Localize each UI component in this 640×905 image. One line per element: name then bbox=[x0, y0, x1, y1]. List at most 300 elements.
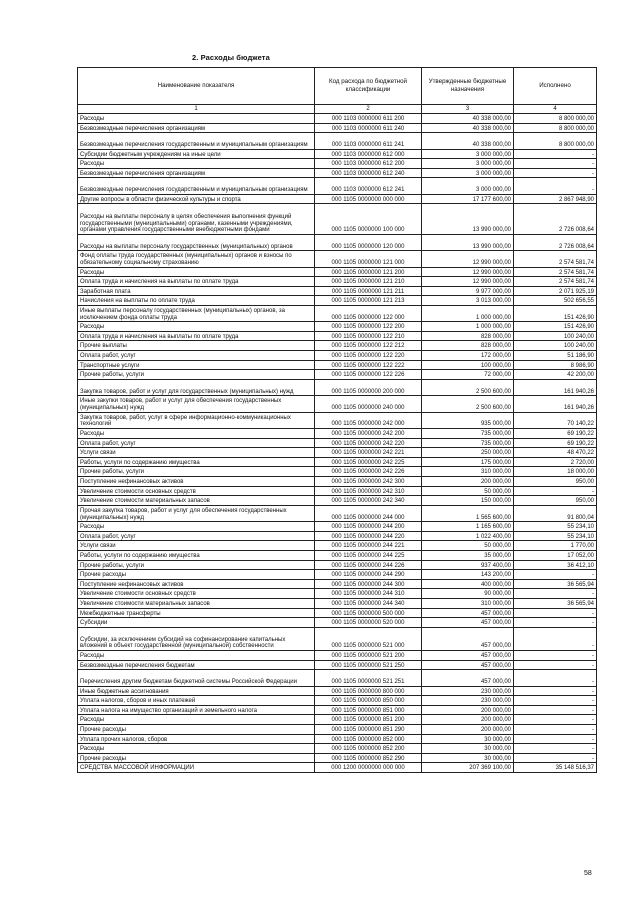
table-row bbox=[78, 705, 597, 715]
row-code: 000 1105 0000000 244 220 bbox=[315, 531, 422, 541]
row-name: Работы, услуги по содержанию имущества bbox=[78, 457, 315, 467]
row-executed: - bbox=[514, 715, 597, 725]
row-code: 000 1105 0000000 521 000 bbox=[315, 627, 422, 650]
row-code: 000 1105 0000000 122 210 bbox=[315, 331, 422, 341]
row-executed: 8 800 000,00 bbox=[514, 123, 597, 133]
row-code: 000 1105 0000000 244 300 bbox=[315, 579, 422, 589]
row-name: Расходы на выплаты персоналу государственных (муниципальных) органов bbox=[78, 234, 315, 250]
row-name: Расходы bbox=[78, 651, 315, 661]
row-code: 000 1105 0000000 521 200 bbox=[315, 651, 422, 661]
row-code: 000 1105 0000000 244 290 bbox=[315, 570, 422, 580]
row-code: 000 1105 0000000 121 213 bbox=[315, 296, 422, 306]
row-code: 000 1105 0000000 850 000 bbox=[315, 696, 422, 706]
table-row bbox=[78, 331, 597, 341]
table-row bbox=[78, 123, 597, 133]
row-name: Иные закупки товаров, работ и услуг для обеспечения государственных (муниципальных) нужд bbox=[78, 396, 315, 412]
row-approved: 30 000,00 bbox=[422, 744, 514, 754]
row-code: 000 1105 0000000 852 200 bbox=[315, 744, 422, 754]
row-code: 000 1105 0000000 851 200 bbox=[315, 715, 422, 725]
row-name: Увеличение стоимости материальных запасов bbox=[78, 598, 315, 608]
row-approved: 13 990 000,00 bbox=[422, 234, 514, 250]
row-executed: 100 240,00 bbox=[514, 341, 597, 351]
row-approved: 457 000,00 bbox=[422, 660, 514, 670]
row-approved: 143 200,00 bbox=[422, 570, 514, 580]
row-approved: 12 990 000,00 bbox=[422, 277, 514, 287]
table-row bbox=[78, 370, 597, 380]
row-executed: 55 234,10 bbox=[514, 522, 597, 532]
row-approved: 30 000,00 bbox=[422, 734, 514, 744]
row-name: Межбюджетные трансферты bbox=[78, 608, 315, 618]
row-executed: - bbox=[514, 570, 597, 580]
row-name: Расходы bbox=[78, 159, 315, 169]
row-code: 000 1105 0000000 244 226 bbox=[315, 560, 422, 570]
table-row bbox=[78, 696, 597, 706]
row-approved: 935 000,00 bbox=[422, 412, 514, 428]
row-code: 000 1105 0000000 851 000 bbox=[315, 705, 422, 715]
table-row bbox=[78, 627, 597, 650]
row-code: 000 1105 0000000 000 000 bbox=[315, 194, 422, 204]
row-name: Закупка товаров, работ, услуг в сфере информационно-коммуникационных технологий bbox=[78, 412, 315, 428]
column-number: 3 bbox=[422, 105, 514, 114]
table-row bbox=[78, 618, 597, 628]
row-approved: 9 977 000,00 bbox=[422, 286, 514, 296]
table-row bbox=[78, 159, 597, 169]
row-approved: 100 000,00 bbox=[422, 360, 514, 370]
row-executed: 950,00 bbox=[514, 496, 597, 506]
row-name: Расходы bbox=[78, 322, 315, 332]
table-header bbox=[78, 68, 597, 114]
row-approved: 250 000,00 bbox=[422, 448, 514, 458]
row-name: Расходы bbox=[78, 114, 315, 124]
row-approved: 457 000,00 bbox=[422, 627, 514, 650]
table-row bbox=[78, 267, 597, 277]
row-code: 000 1105 0000000 200 000 bbox=[315, 379, 422, 395]
table-row bbox=[78, 438, 597, 448]
row-name: Субсидии, за исключением субсидий на софинансирование капитальных вложений в объект государственной (муниципальной) собственности bbox=[78, 627, 315, 650]
row-name: Начисления на выплаты по оплате труда bbox=[78, 296, 315, 306]
row-name: Расходы bbox=[78, 715, 315, 725]
header-code: Код расхода по бюджетной классификации bbox=[315, 68, 422, 105]
row-approved: 12 990 000,00 bbox=[422, 267, 514, 277]
row-executed: - bbox=[514, 627, 597, 650]
column-number: 2 bbox=[315, 105, 422, 114]
row-name: Прочие расходы bbox=[78, 570, 315, 580]
row-executed: - bbox=[514, 159, 597, 169]
row-approved: 17 177 600,00 bbox=[422, 194, 514, 204]
row-executed: 2 071 925,19 bbox=[514, 286, 597, 296]
row-executed: 2 726 008,64 bbox=[514, 204, 597, 234]
row-name: Прочая закупка товаров, работ и услуг для обеспечения государственных (муниципальных) нужд bbox=[78, 505, 315, 521]
row-executed: 18 000,00 bbox=[514, 467, 597, 477]
row-approved: 1 000 000,00 bbox=[422, 322, 514, 332]
row-executed: 69 190,22 bbox=[514, 438, 597, 448]
row-executed: 151 426,90 bbox=[514, 305, 597, 321]
table-row bbox=[78, 589, 597, 599]
table-row bbox=[78, 505, 597, 521]
row-executed: 161 940,26 bbox=[514, 379, 597, 395]
column-number: 1 bbox=[78, 105, 315, 114]
table-row bbox=[78, 379, 597, 395]
row-executed: - bbox=[514, 618, 597, 628]
row-executed: 42 200,00 bbox=[514, 370, 597, 380]
row-executed: - bbox=[514, 486, 597, 496]
row-approved: 2 500 600,00 bbox=[422, 396, 514, 412]
header-approved: Утвержденные бюджетные назначения bbox=[422, 68, 514, 105]
row-code: 000 1105 0000000 122 200 bbox=[315, 322, 422, 332]
row-code: 000 1105 0000000 852 000 bbox=[315, 734, 422, 744]
row-name: Безвозмездные перечисления организациям bbox=[78, 168, 315, 178]
row-executed: - bbox=[514, 696, 597, 706]
row-executed: 70 140,22 bbox=[514, 412, 597, 428]
row-code: 000 1105 0000000 242 225 bbox=[315, 457, 422, 467]
row-approved: 207 369 100,00 bbox=[422, 763, 514, 773]
row-name: Прочие расходы bbox=[78, 725, 315, 735]
table-row bbox=[78, 598, 597, 608]
row-executed: 8 800 000,00 bbox=[514, 133, 597, 149]
row-code: 000 1105 0000000 244 340 bbox=[315, 598, 422, 608]
table-body bbox=[78, 114, 597, 773]
row-name: Безвозмездные перечисления бюджетам bbox=[78, 660, 315, 670]
section-title: 2. Расходы бюджета bbox=[192, 53, 270, 62]
row-executed: 8 986,90 bbox=[514, 360, 597, 370]
row-approved: 230 000,00 bbox=[422, 696, 514, 706]
table-row bbox=[78, 412, 597, 428]
row-name: Оплата работ, услуг bbox=[78, 531, 315, 541]
table-row bbox=[78, 448, 597, 458]
table-row bbox=[78, 429, 597, 439]
row-approved: 35 000,00 bbox=[422, 550, 514, 560]
row-name: Уплата налога на имущество организаций и земельного налога bbox=[78, 705, 315, 715]
row-approved: 828 000,00 bbox=[422, 331, 514, 341]
table-row bbox=[78, 149, 597, 159]
row-approved: 735 000,00 bbox=[422, 429, 514, 439]
row-code: 000 1105 0000000 244 310 bbox=[315, 589, 422, 599]
page-number: 58 bbox=[584, 870, 592, 877]
table-row bbox=[78, 296, 597, 306]
table-row bbox=[78, 277, 597, 287]
row-approved: 457 000,00 bbox=[422, 618, 514, 628]
row-code: 000 1105 0000000 244 221 bbox=[315, 541, 422, 551]
table-row bbox=[78, 715, 597, 725]
row-executed: 2 574 581,74 bbox=[514, 277, 597, 287]
row-code: 000 1105 0000000 500 000 bbox=[315, 608, 422, 618]
table-row bbox=[78, 305, 597, 321]
header-executed: Исполнено bbox=[514, 68, 597, 105]
row-name: Работы, услуги по содержанию имущества bbox=[78, 550, 315, 560]
row-code: 000 1105 0000000 244 225 bbox=[315, 550, 422, 560]
table-row bbox=[78, 178, 597, 194]
row-code: 000 1105 0000000 242 340 bbox=[315, 496, 422, 506]
row-executed: - bbox=[514, 744, 597, 754]
table-row bbox=[78, 725, 597, 735]
row-executed: 2 574 581,74 bbox=[514, 251, 597, 267]
row-executed: 17 052,00 bbox=[514, 550, 597, 560]
row-approved: 1 565 600,00 bbox=[422, 505, 514, 521]
row-code: 000 1105 0000000 800 000 bbox=[315, 686, 422, 696]
row-code: 000 1105 0000000 122 226 bbox=[315, 370, 422, 380]
row-name: СРЕДСТВА МАССОВОЙ ИНФОРМАЦИИ bbox=[78, 763, 315, 773]
row-executed: 35 148 516,37 bbox=[514, 763, 597, 773]
row-executed: 55 234,10 bbox=[514, 531, 597, 541]
table-row bbox=[78, 486, 597, 496]
row-name: Другие вопросы в области физической культуры и спорта bbox=[78, 194, 315, 204]
row-approved: 40 338 000,00 bbox=[422, 123, 514, 133]
row-approved: 310 000,00 bbox=[422, 598, 514, 608]
row-approved: 30 000,00 bbox=[422, 753, 514, 763]
row-approved: 40 338 000,00 bbox=[422, 133, 514, 149]
row-name: Увеличение стоимости материальных запасов bbox=[78, 496, 315, 506]
table-row bbox=[78, 396, 597, 412]
row-executed: - bbox=[514, 660, 597, 670]
table-row bbox=[78, 570, 597, 580]
row-approved: 90 000,00 bbox=[422, 589, 514, 599]
row-name: Прочие работы, услуги bbox=[78, 560, 315, 570]
row-executed: 69 190,22 bbox=[514, 429, 597, 439]
row-executed: - bbox=[514, 753, 597, 763]
row-approved: 12 990 000,00 bbox=[422, 251, 514, 267]
row-name: Услуги связи bbox=[78, 448, 315, 458]
row-approved: 200 000,00 bbox=[422, 725, 514, 735]
row-executed: - bbox=[514, 168, 597, 178]
column-number: 4 bbox=[514, 105, 597, 114]
row-executed: 2 574 581,74 bbox=[514, 267, 597, 277]
row-code: 000 1105 0000000 120 000 bbox=[315, 234, 422, 250]
row-code: 000 1105 0000000 851 290 bbox=[315, 725, 422, 735]
row-name: Уплата прочих налогов, сборов bbox=[78, 734, 315, 744]
row-executed: 91 800,04 bbox=[514, 505, 597, 521]
row-executed: 1 770,00 bbox=[514, 541, 597, 551]
row-name: Прочие работы, услуги bbox=[78, 467, 315, 477]
header-name: Наименование показателя bbox=[78, 68, 315, 105]
row-name: Субсидии bbox=[78, 618, 315, 628]
row-code: 000 1105 0000000 520 000 bbox=[315, 618, 422, 628]
row-executed: 100 240,00 bbox=[514, 331, 597, 341]
table-row bbox=[78, 734, 597, 744]
row-approved: 172 000,00 bbox=[422, 351, 514, 361]
table-row bbox=[78, 341, 597, 351]
row-name: Иные выплаты персоналу государственных (муниципальных) органов, за исключением фонда оплаты труда bbox=[78, 305, 315, 321]
row-code: 000 1105 0000000 121 200 bbox=[315, 267, 422, 277]
row-approved: 200 000,00 bbox=[422, 705, 514, 715]
row-code: 000 1105 0000000 122 222 bbox=[315, 360, 422, 370]
row-executed: - bbox=[514, 686, 597, 696]
row-executed: 161 940,26 bbox=[514, 396, 597, 412]
row-executed: 502 656,55 bbox=[514, 296, 597, 306]
table-row bbox=[78, 114, 597, 124]
table-row bbox=[78, 476, 597, 486]
row-code: 000 1105 0000000 242 300 bbox=[315, 476, 422, 486]
table-row bbox=[78, 467, 597, 477]
row-name: Фонд оплаты труда государственных (муниципальных) органов и взносы по обязательному социальному страхованию bbox=[78, 251, 315, 267]
table-row bbox=[78, 133, 597, 149]
row-code: 000 1103 0000000 612 200 bbox=[315, 159, 422, 169]
row-code: 000 1105 0000000 240 000 bbox=[315, 396, 422, 412]
row-code: 000 1103 0000000 612 240 bbox=[315, 168, 422, 178]
row-executed: - bbox=[514, 725, 597, 735]
table-row bbox=[78, 234, 597, 250]
row-name: Увеличение стоимости основных средств bbox=[78, 486, 315, 496]
table-row bbox=[78, 286, 597, 296]
row-executed: 51 186,90 bbox=[514, 351, 597, 361]
row-name: Уплата налогов, сборов и иных платежей bbox=[78, 696, 315, 706]
table-row bbox=[78, 686, 597, 696]
row-code: 000 1200 0000000 000 000 bbox=[315, 763, 422, 773]
row-approved: 937 400,00 bbox=[422, 560, 514, 570]
row-code: 000 1105 0000000 122 220 bbox=[315, 351, 422, 361]
table-row bbox=[78, 560, 597, 570]
row-name: Безвозмездные перечисления государственным и муниципальным организациям bbox=[78, 178, 315, 194]
row-code: 000 1103 0000000 612 000 bbox=[315, 149, 422, 159]
table-row bbox=[78, 651, 597, 661]
row-name: Расходы на выплаты персоналу в целях обеспечения выполнения функций государственными (муниципальными) органами, казенными учреждениями, органами управления государственными внебюджетными фондами bbox=[78, 204, 315, 234]
row-approved: 457 000,00 bbox=[422, 608, 514, 618]
row-executed: 48 470,22 bbox=[514, 448, 597, 458]
table-row bbox=[78, 660, 597, 670]
row-name: Прочие расходы bbox=[78, 753, 315, 763]
row-executed: 36 565,94 bbox=[514, 598, 597, 608]
row-approved: 72 000,00 bbox=[422, 370, 514, 380]
row-approved: 457 000,00 bbox=[422, 651, 514, 661]
row-code: 000 1105 0000000 521 250 bbox=[315, 660, 422, 670]
row-executed: - bbox=[514, 705, 597, 715]
row-code: 000 1105 0000000 244 000 bbox=[315, 505, 422, 521]
row-approved: 13 990 000,00 bbox=[422, 204, 514, 234]
row-code: 000 1103 0000000 611 240 bbox=[315, 123, 422, 133]
row-approved: 1 022 400,00 bbox=[422, 531, 514, 541]
table-row bbox=[78, 194, 597, 204]
table-row bbox=[78, 744, 597, 754]
row-approved: 3 013 000,00 bbox=[422, 296, 514, 306]
row-executed: - bbox=[514, 734, 597, 744]
row-code: 000 1105 0000000 100 000 bbox=[315, 204, 422, 234]
row-name: Субсидии бюджетным учреждениям на иные цели bbox=[78, 149, 315, 159]
row-name: Увеличение стоимости основных средств bbox=[78, 589, 315, 599]
table-row bbox=[78, 753, 597, 763]
row-name: Расходы bbox=[78, 429, 315, 439]
row-name: Оплата работ, услуг bbox=[78, 351, 315, 361]
row-approved: 200 000,00 bbox=[422, 715, 514, 725]
row-name: Безвозмездные перечисления организациям bbox=[78, 123, 315, 133]
row-name: Заработная плата bbox=[78, 286, 315, 296]
row-code: 000 1105 0000000 521 251 bbox=[315, 670, 422, 686]
table-row bbox=[78, 608, 597, 618]
table-row bbox=[78, 251, 597, 267]
row-code: 000 1105 0000000 242 220 bbox=[315, 438, 422, 448]
row-approved: 40 338 000,00 bbox=[422, 114, 514, 124]
row-name: Оплата труда и начисления на выплаты по оплате труда bbox=[78, 277, 315, 287]
row-code: 000 1105 0000000 852 290 bbox=[315, 753, 422, 763]
row-executed: 2 867 948,90 bbox=[514, 194, 597, 204]
row-code: 000 1105 0000000 242 221 bbox=[315, 448, 422, 458]
row-executed: - bbox=[514, 670, 597, 686]
row-name: Оплата труда и начисления на выплаты по оплате труда bbox=[78, 331, 315, 341]
row-executed: - bbox=[514, 178, 597, 194]
table-row bbox=[78, 522, 597, 532]
row-name: Закупка товаров, работ и услуг для государственных (муниципальных) нужд bbox=[78, 379, 315, 395]
row-name: Услуги связи bbox=[78, 541, 315, 551]
table-row bbox=[78, 457, 597, 467]
row-code: 000 1105 0000000 242 200 bbox=[315, 429, 422, 439]
table-row bbox=[78, 204, 597, 234]
row-approved: 828 000,00 bbox=[422, 341, 514, 351]
table-row bbox=[78, 541, 597, 551]
table-row bbox=[78, 550, 597, 560]
row-approved: 3 000 000,00 bbox=[422, 159, 514, 169]
row-name: Иные бюджетные ассигнования bbox=[78, 686, 315, 696]
row-executed: - bbox=[514, 651, 597, 661]
row-executed: 151 426,90 bbox=[514, 322, 597, 332]
row-executed: 2 720,00 bbox=[514, 457, 597, 467]
table-row bbox=[78, 496, 597, 506]
row-approved: 175 000,00 bbox=[422, 457, 514, 467]
table-row bbox=[78, 579, 597, 589]
table-row bbox=[78, 322, 597, 332]
row-name: Безвозмездные перечисления государственным и муниципальным организациям bbox=[78, 133, 315, 149]
row-name: Поступление нефинансовых активов bbox=[78, 476, 315, 486]
row-name: Оплата работ, услуг bbox=[78, 438, 315, 448]
row-name: Прочие выплаты bbox=[78, 341, 315, 351]
row-executed: 36 565,94 bbox=[514, 579, 597, 589]
row-executed: - bbox=[514, 149, 597, 159]
row-code: 000 1105 0000000 242 226 bbox=[315, 467, 422, 477]
row-code: 000 1105 0000000 242 000 bbox=[315, 412, 422, 428]
row-name: Расходы bbox=[78, 522, 315, 532]
row-code: 000 1105 0000000 121 210 bbox=[315, 277, 422, 287]
row-name: Прочие работы, услуги bbox=[78, 370, 315, 380]
row-name: Поступление нефинансовых активов bbox=[78, 579, 315, 589]
table-row bbox=[78, 531, 597, 541]
table-row bbox=[78, 763, 597, 773]
row-approved: 150 000,00 bbox=[422, 496, 514, 506]
row-code: 000 1105 0000000 121 000 bbox=[315, 251, 422, 267]
row-executed: 950,00 bbox=[514, 476, 597, 486]
row-code: 000 1105 0000000 122 000 bbox=[315, 305, 422, 321]
row-code: 000 1103 0000000 611 200 bbox=[315, 114, 422, 124]
row-approved: 310 000,00 bbox=[422, 467, 514, 477]
row-approved: 400 000,00 bbox=[422, 579, 514, 589]
row-approved: 50 000,00 bbox=[422, 541, 514, 551]
row-code: 000 1103 0000000 611 241 bbox=[315, 133, 422, 149]
row-name: Транспортные услуги bbox=[78, 360, 315, 370]
row-executed: 8 800 000,00 bbox=[514, 114, 597, 124]
row-approved: 735 000,00 bbox=[422, 438, 514, 448]
row-name: Расходы bbox=[78, 744, 315, 754]
row-code: 000 1103 0000000 612 241 bbox=[315, 178, 422, 194]
row-approved: 230 000,00 bbox=[422, 686, 514, 696]
row-approved: 200 000,00 bbox=[422, 476, 514, 486]
row-name: Расходы bbox=[78, 267, 315, 277]
budget-expenses-table bbox=[77, 67, 597, 773]
row-approved: 1 000 000,00 bbox=[422, 305, 514, 321]
row-executed: - bbox=[514, 608, 597, 618]
table-row bbox=[78, 351, 597, 361]
row-approved: 50 000,00 bbox=[422, 486, 514, 496]
table-row bbox=[78, 168, 597, 178]
row-executed: 36 412,10 bbox=[514, 560, 597, 570]
row-approved: 3 000 000,00 bbox=[422, 149, 514, 159]
row-name: Перечисления другим бюджетам бюджетной системы Российской Федерации bbox=[78, 670, 315, 686]
row-code: 000 1105 0000000 242 310 bbox=[315, 486, 422, 496]
row-approved: 3 000 000,00 bbox=[422, 178, 514, 194]
table-row bbox=[78, 670, 597, 686]
table-row bbox=[78, 360, 597, 370]
row-executed: 2 726 008,64 bbox=[514, 234, 597, 250]
row-approved: 457 000,00 bbox=[422, 670, 514, 686]
row-code: 000 1105 0000000 121 211 bbox=[315, 286, 422, 296]
row-code: 000 1105 0000000 122 212 bbox=[315, 341, 422, 351]
row-executed: - bbox=[514, 589, 597, 599]
row-approved: 1 165 600,00 bbox=[422, 522, 514, 532]
